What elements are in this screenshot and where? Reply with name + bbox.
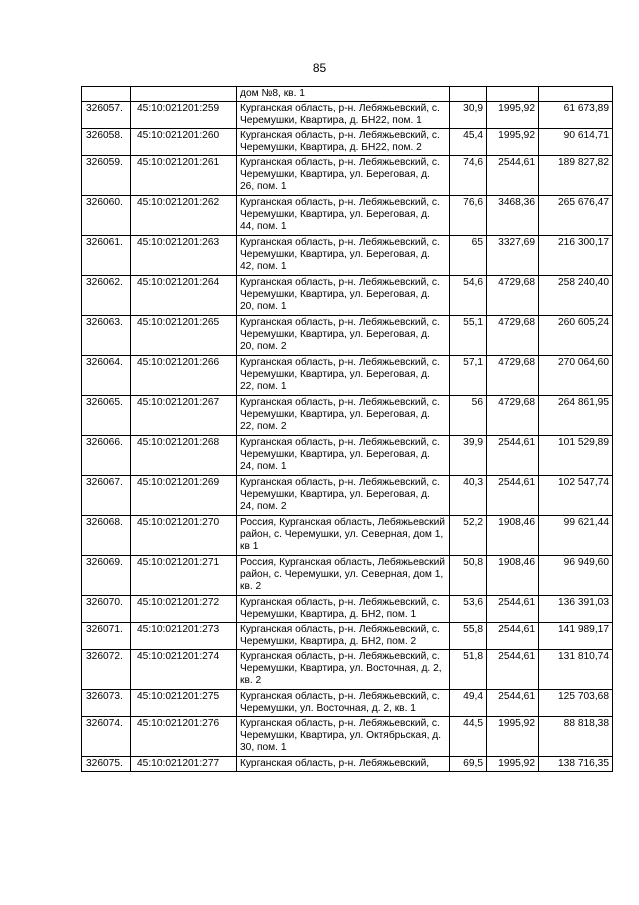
cadastral-number-cell xyxy=(131,87,237,102)
cadastral-value-cell: 265 676,47 xyxy=(539,196,613,236)
rate-cell: 2544,61 xyxy=(487,156,539,196)
row-number-cell: 326068. xyxy=(82,516,131,556)
area-cell: 44,5 xyxy=(450,717,487,757)
table-row xyxy=(82,316,613,356)
row-number-cell: 326065. xyxy=(82,396,131,436)
rate-cell: 4729,68 xyxy=(487,316,539,356)
rate-cell: 4729,68 xyxy=(487,356,539,396)
rate-cell: 1908,46 xyxy=(487,516,539,556)
table-row xyxy=(82,236,613,276)
address-cell: Курганская область, р-н. Лебяжьевский, с. Черемушки, Квартира, ул. Береговая, д. 24, пом. 2 xyxy=(237,476,450,516)
cadastral-value-cell: 260 605,24 xyxy=(539,316,613,356)
address-cell: дом №8, кв. 1 xyxy=(237,87,450,102)
area-cell: 65 xyxy=(450,236,487,276)
rate-cell: 2544,61 xyxy=(487,650,539,690)
cadastral-number-cell: 45:10:021201:266 xyxy=(131,356,237,396)
area-cell: 55,1 xyxy=(450,316,487,356)
cadastral-number-cell: 45:10:021201:269 xyxy=(131,476,237,516)
rate-cell: 4729,68 xyxy=(487,396,539,436)
cadastral-value-cell: 96 949,60 xyxy=(539,556,613,596)
cadastral-number-cell: 45:10:021201:259 xyxy=(131,102,237,129)
cadastral-number-cell: 45:10:021201:272 xyxy=(131,596,237,623)
address-cell: Россия, Курганская область, Лебяжьевский район, с. Черемушки, ул. Северная, дом 1, кв. 2 xyxy=(237,556,450,596)
cadastral-number-cell: 45:10:021201:268 xyxy=(131,436,237,476)
area-cell: 74,6 xyxy=(450,156,487,196)
cadastral-value-cell: 99 621,44 xyxy=(539,516,613,556)
address-cell: Курганская область, р-н. Лебяжьевский, с. Черемушки, Квартира, ул. Береговая, д. 20, пом. 2 xyxy=(237,316,450,356)
table-row xyxy=(82,129,613,156)
cadastral-number-cell: 45:10:021201:264 xyxy=(131,276,237,316)
cadastral-value-cell: 138 716,35 xyxy=(539,757,613,772)
cadastral-value-cell: 216 300,17 xyxy=(539,236,613,276)
cadastral-value-cell: 131 810,74 xyxy=(539,650,613,690)
address-cell: Курганская область, р-н. Лебяжьевский, с. Черемушки, Квартира, ул. Береговая, д. 22, пом. 2 xyxy=(237,396,450,436)
row-number-cell xyxy=(82,87,131,102)
area-cell: 45,4 xyxy=(450,129,487,156)
cadastral-number-cell: 45:10:021201:265 xyxy=(131,316,237,356)
rate-cell: 4729,68 xyxy=(487,276,539,316)
rate-cell: 2544,61 xyxy=(487,596,539,623)
area-cell: 49,4 xyxy=(450,690,487,717)
cadastral-number-cell: 45:10:021201:262 xyxy=(131,196,237,236)
address-cell: Курганская область, р-н. Лебяжьевский, xyxy=(237,757,450,772)
cadastral-number-cell: 45:10:021201:263 xyxy=(131,236,237,276)
cadastral-value-cell: 101 529,89 xyxy=(539,436,613,476)
cadastral-value-cell xyxy=(539,87,613,102)
row-number-cell: 326074. xyxy=(82,717,131,757)
cadastral-value-cell: 90 614,71 xyxy=(539,129,613,156)
area-cell: 30,9 xyxy=(450,102,487,129)
address-cell: Курганская область, р-н. Лебяжьевский, с. Черемушки, Квартира, д. БН22, пом. 1 xyxy=(237,102,450,129)
rate-cell: 1995,92 xyxy=(487,757,539,772)
area-cell: 51,8 xyxy=(450,650,487,690)
address-cell: Курганская область, р-н. Лебяжьевский, с. Черемушки, Квартира, ул. Октябрьская, д. 30, пом. 1 xyxy=(237,717,450,757)
table-row xyxy=(82,623,613,650)
area-cell: 57,1 xyxy=(450,356,487,396)
table-row xyxy=(82,516,613,556)
cadastral-value-cell: 258 240,40 xyxy=(539,276,613,316)
area-cell xyxy=(450,87,487,102)
row-number-cell: 326072. xyxy=(82,650,131,690)
table-row xyxy=(82,102,613,129)
cadastral-value-cell: 125 703,68 xyxy=(539,690,613,717)
cadastral-number-cell: 45:10:021201:274 xyxy=(131,650,237,690)
area-cell: 54,6 xyxy=(450,276,487,316)
row-number-cell: 326059. xyxy=(82,156,131,196)
address-cell: Курганская область, р-н. Лебяжьевский, с. Черемушки, Квартира, ул. Восточная, д. 2, кв. 2 xyxy=(237,650,450,690)
table-row xyxy=(82,436,613,476)
cadastral-number-cell: 45:10:021201:261 xyxy=(131,156,237,196)
row-number-cell: 326064. xyxy=(82,356,131,396)
address-cell: Курганская область, р-н. Лебяжьевский, с. Черемушки, Квартира, ул. Береговая, д. 24, пом. 1 xyxy=(237,436,450,476)
rate-cell: 2544,61 xyxy=(487,476,539,516)
rate-cell: 2544,61 xyxy=(487,436,539,476)
area-cell: 55,8 xyxy=(450,623,487,650)
table-row xyxy=(82,276,613,316)
table-row xyxy=(82,556,613,596)
row-number-cell: 326058. xyxy=(82,129,131,156)
row-number-cell: 326063. xyxy=(82,316,131,356)
row-number-cell: 326071. xyxy=(82,623,131,650)
row-number-cell: 326075. xyxy=(82,757,131,772)
table-row xyxy=(82,476,613,516)
cadastral-value-cell: 102 547,74 xyxy=(539,476,613,516)
area-cell: 40,3 xyxy=(450,476,487,516)
rate-cell: 1908,46 xyxy=(487,556,539,596)
rate-cell xyxy=(487,87,539,102)
rate-cell: 3468,36 xyxy=(487,196,539,236)
cadastral-value-cell: 264 861,95 xyxy=(539,396,613,436)
rate-cell: 3327,69 xyxy=(487,236,539,276)
address-cell: Курганская область, р-н. Лебяжьевский, с. Черемушки, Квартира, ул. Береговая, д. 20, пом. 1 xyxy=(237,276,450,316)
cadastral-number-cell: 45:10:021201:271 xyxy=(131,556,237,596)
cadastral-number-cell: 45:10:021201:276 xyxy=(131,717,237,757)
rate-cell: 1995,92 xyxy=(487,102,539,129)
cadastral-number-cell: 45:10:021201:275 xyxy=(131,690,237,717)
area-cell: 56 xyxy=(450,396,487,436)
area-cell: 53,6 xyxy=(450,596,487,623)
address-cell: Россия, Курганская область, Лебяжьевский район, с. Черемушки, ул. Северная, дом 1, кв 1 xyxy=(237,516,450,556)
cadastral-number-cell: 45:10:021201:260 xyxy=(131,129,237,156)
row-number-cell: 326057. xyxy=(82,102,131,129)
area-cell: 39,9 xyxy=(450,436,487,476)
rate-cell: 1995,92 xyxy=(487,717,539,757)
cadastral-number-cell: 45:10:021201:273 xyxy=(131,623,237,650)
table-row xyxy=(82,87,613,102)
row-number-cell: 326067. xyxy=(82,476,131,516)
rate-cell: 2544,61 xyxy=(487,690,539,717)
area-cell: 50,8 xyxy=(450,556,487,596)
area-cell: 69,5 xyxy=(450,757,487,772)
row-number-cell: 326062. xyxy=(82,276,131,316)
page-number: 85 xyxy=(312,61,327,75)
row-number-cell: 326061. xyxy=(82,236,131,276)
address-cell: Курганская область, р-н. Лебяжьевский, с. Черемушки, Квартира, ул. Береговая, д. 42, пом. 1 xyxy=(237,236,450,276)
address-cell: Курганская область, р-н. Лебяжьевский, с. Черемушки, Квартира, д. БН2, пом. 2 xyxy=(237,623,450,650)
area-cell: 52,2 xyxy=(450,516,487,556)
cadastral-number-cell: 45:10:021201:270 xyxy=(131,516,237,556)
cadastral-value-cell: 141 989,17 xyxy=(539,623,613,650)
address-cell: Курганская область, р-н. Лебяжьевский, с. Черемушки, Квартира, ул. Береговая, д. 26, пом. 1 xyxy=(237,156,450,196)
address-cell: Курганская область, р-н. Лебяжьевский, с. Черемушки, Квартира, ул. Береговая, д. 22, пом. 1 xyxy=(237,356,450,396)
table-row xyxy=(82,396,613,436)
table-row xyxy=(82,650,613,690)
address-cell: Курганская область, р-н. Лебяжьевский, с. Черемушки, Квартира, д. БН22, пом. 2 xyxy=(237,129,450,156)
table-row xyxy=(82,596,613,623)
area-cell: 76,6 xyxy=(450,196,487,236)
cadastral-value-cell: 88 818,38 xyxy=(539,717,613,757)
cadastral-value-cell: 270 064,60 xyxy=(539,356,613,396)
table-row xyxy=(82,757,613,772)
row-number-cell: 326066. xyxy=(82,436,131,476)
registry-table xyxy=(81,86,613,772)
table-row xyxy=(82,717,613,757)
address-cell: Курганская область, р-н. Лебяжьевский, с. Черемушки, ул. Восточная, д. 2, кв. 1 xyxy=(237,690,450,717)
table-row xyxy=(82,690,613,717)
rate-cell: 1995,92 xyxy=(487,129,539,156)
table-row xyxy=(82,156,613,196)
table-row xyxy=(82,356,613,396)
address-cell: Курганская область, р-н. Лебяжьевский, с. Черемушки, Квартира, ул. Береговая, д. 44, пом. 1 xyxy=(237,196,450,236)
row-number-cell: 326070. xyxy=(82,596,131,623)
cadastral-value-cell: 61 673,89 xyxy=(539,102,613,129)
row-number-cell: 326073. xyxy=(82,690,131,717)
rate-cell: 2544,61 xyxy=(487,623,539,650)
cadastral-number-cell: 45:10:021201:277 xyxy=(131,757,237,772)
address-cell: Курганская область, р-н. Лебяжьевский, с. Черемушки, Квартира, д. БН2, пом. 1 xyxy=(237,596,450,623)
table-row xyxy=(82,196,613,236)
row-number-cell: 326060. xyxy=(82,196,131,236)
cadastral-value-cell: 189 827,82 xyxy=(539,156,613,196)
row-number-cell: 326069. xyxy=(82,556,131,596)
cadastral-value-cell: 136 391,03 xyxy=(539,596,613,623)
cadastral-number-cell: 45:10:021201:267 xyxy=(131,396,237,436)
